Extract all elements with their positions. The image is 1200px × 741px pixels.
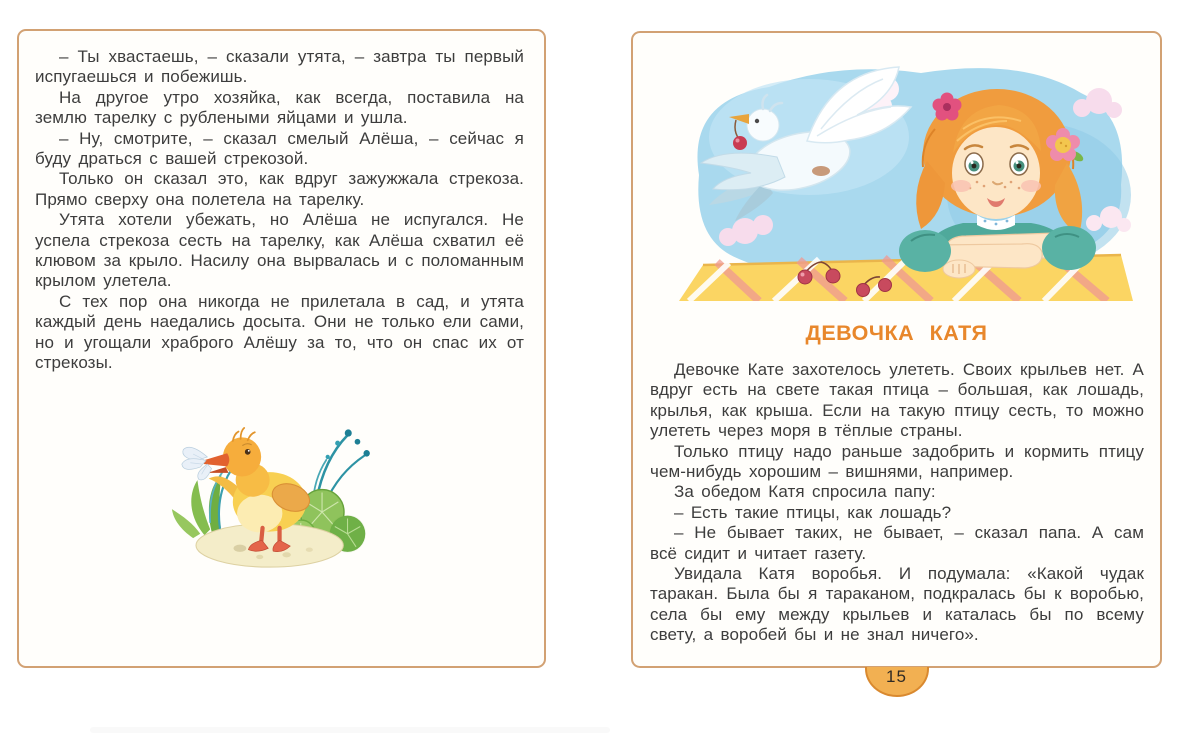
page-number: 15 [886,667,907,686]
paragraph: Только он сказал это, как вдруг зажужжала стрекоза. Прямо сверху она полетела на тарелку. [35,169,524,209]
paragraph: – Не бывает таких, не бывает, – сказал папа. А сам всё сидит и читает газету. [650,523,1144,563]
duckling-illustration [162,412,378,570]
right-page-text [650,360,1144,646]
girl-and-dove-illustration [659,45,1145,301]
paragraph: Увидала Катя воробья. И подумала: «Какой чудак таракан. Была бы я тараканом, подкралась бы к воробью, села бы ему между крыльев и каталась бы по всему свету, а воробей бы и не знал ничего». [650,564,1144,645]
paragraph: – Ты хвастаешь, – сказали утята, – завтра ты первый испугаешься и побежишь. [35,47,524,87]
right-page [631,31,1162,686]
paragraph: С тех пор она никогда не прилетала в сад, и утята каждый день наедались досыта. Они не только ели сами, но и угощали храброго Алёшу за то, что он спас их от стрекозы. [35,291,524,373]
paragraph: – Есть такие птицы, как лошадь? [674,502,952,522]
paragraph: Только птицу надо раньше задобрить и кормить птицу чем-нибудь хорошим – вишнями, например. [650,441,1144,482]
paragraph: За обедом Катя спросила папу: [674,482,936,502]
paragraph: Девочке Кате захотелось улететь. Своих крыльев нет. А вдруг есть на свете такая птица – большая, как лошадь, крылья, как крыша. Если на такую птицу сесть, то можно улететь через моря в тёплые страны. [650,360,1144,441]
paragraph: Утята хотели убежать, но Алёша не испугался. Не успела стрекоза сесть на тарелку, как Алёша схватил её клювом за крыло. Насилу она вырвалась и с поломанным крылом улетела. [35,210,524,291]
left-page-text [35,47,524,374]
page-number-tab [865,667,929,697]
paragraph: – Ну, смотрите, – сказал смелый Алёша, – сейчас я буду драться с вашей стрекозой. [35,128,524,169]
scan-shadow [90,727,610,733]
story-title: ДЕВОЧКА КАТЯ [805,321,988,345]
paragraph: На другое утро хозяйка, как всегда, поставила на землю тарелку с рублеными яйцами и ушла. [35,87,524,128]
left-page [17,29,546,668]
